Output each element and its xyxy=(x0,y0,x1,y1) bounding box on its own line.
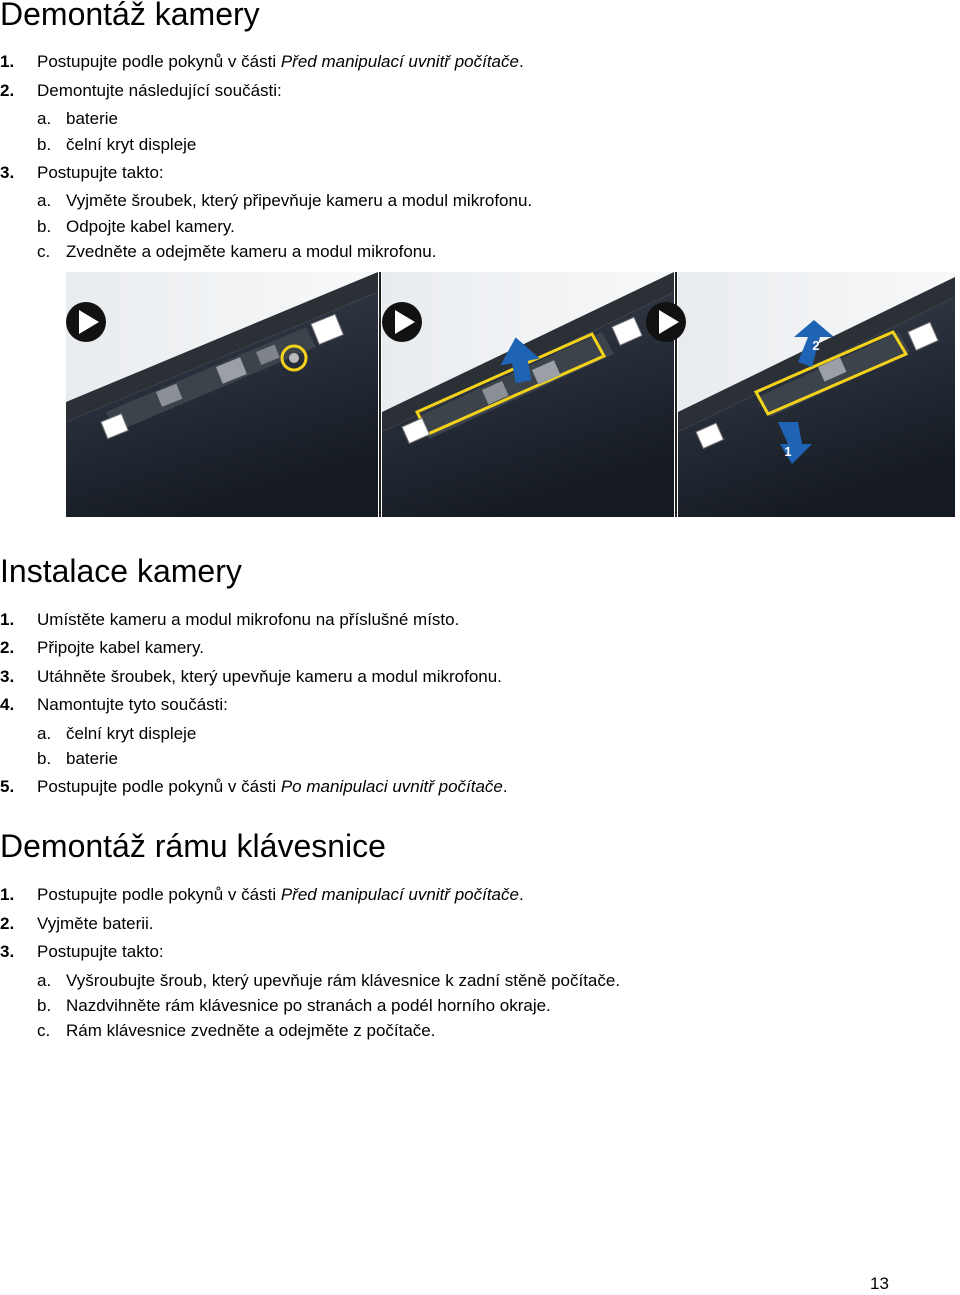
reference-link[interactable]: Po manipulaci uvnitř počítače xyxy=(280,777,503,796)
svg-text:2: 2 xyxy=(812,338,820,353)
section-title: Demontáž kamery xyxy=(0,0,260,32)
illustration-panel-2 xyxy=(382,272,674,517)
camera-removal-illustration xyxy=(66,272,955,517)
svg-text:1: 1 xyxy=(784,444,792,459)
section-title: Instalace kamery xyxy=(0,553,242,589)
section-title: Demontáž rámu klávesnice xyxy=(0,828,386,864)
illustration-panel-3 xyxy=(646,272,955,517)
reference-link[interactable]: Před manipulací uvnitř počítače xyxy=(280,52,519,71)
illustration-panel-1 xyxy=(66,272,378,517)
page-number: 13 xyxy=(870,1274,889,1293)
reference-link[interactable]: Před manipulací uvnitř počítače xyxy=(280,885,519,904)
